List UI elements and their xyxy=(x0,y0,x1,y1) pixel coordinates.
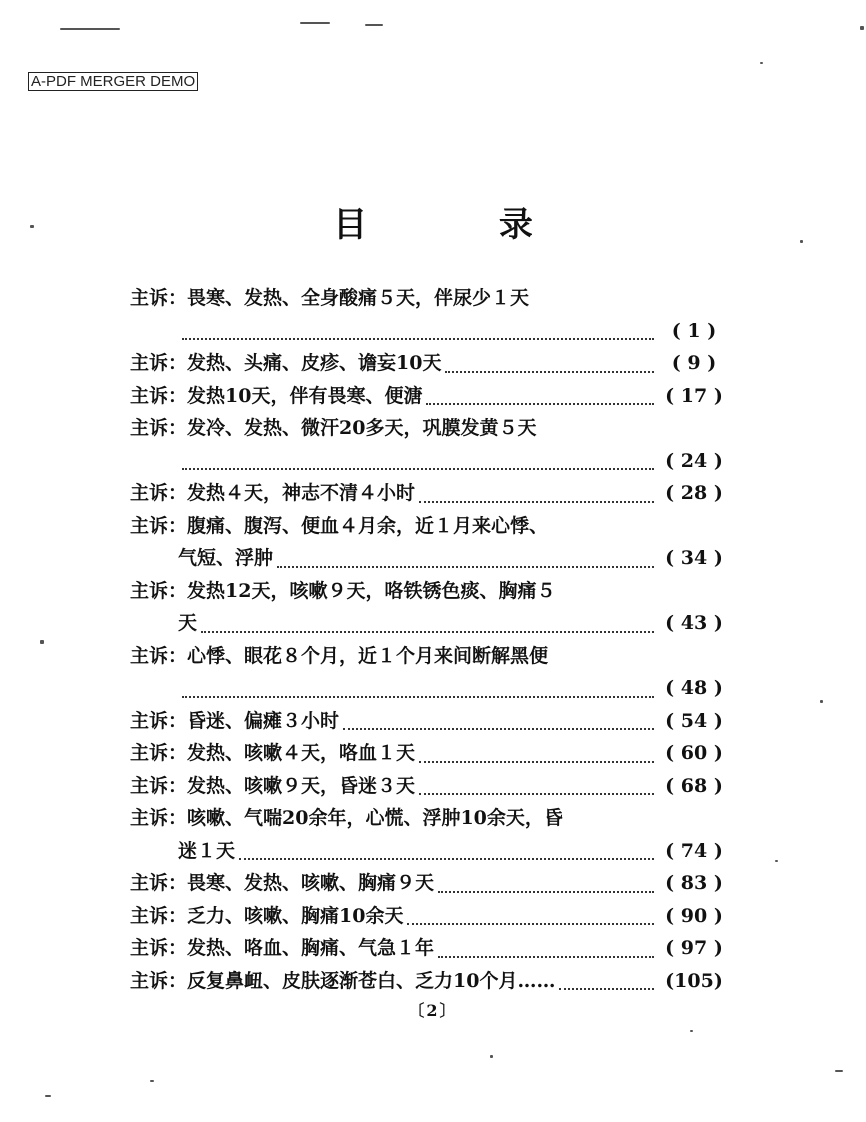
toc-entry-text: 主诉：发热、咳嗽９天，昏迷３天 xyxy=(130,774,416,797)
toc-entry-text: 迷１天 xyxy=(178,839,236,862)
scan-speck xyxy=(40,640,44,644)
toc-entry-text: 主诉：腹痛、腹泻、便血４月余，近１月来心悸、 xyxy=(130,514,549,537)
toc-entry-text: 主诉：发冷、发热、微汗20多天，巩膜发黄５天 xyxy=(130,417,537,439)
toc-entry-first-line[interactable] xyxy=(130,412,730,445)
toc-entry-line[interactable] xyxy=(130,835,730,868)
toc-entry-line[interactable] xyxy=(130,315,730,348)
toc-entry-line[interactable] xyxy=(130,672,730,705)
toc-page-number: ( 90 ) xyxy=(665,904,723,927)
toc-entry-text: 主诉：畏寒、发热、全身酸痛５天，伴尿少１天 xyxy=(130,287,530,309)
toc-entry-text: 天 xyxy=(178,612,198,634)
scan-speck xyxy=(30,225,34,228)
toc-page-number: (105) xyxy=(665,969,723,992)
toc-entry-line[interactable] xyxy=(130,705,730,738)
toc-entry-line[interactable] xyxy=(130,770,730,803)
scan-speck xyxy=(300,22,330,24)
toc-entry-line[interactable] xyxy=(130,737,730,770)
dot-leader xyxy=(438,956,654,958)
toc-entry-first-line[interactable] xyxy=(130,802,730,835)
dot-leader xyxy=(407,923,654,925)
watermark-label: A-PDF MERGER DEMO xyxy=(28,72,198,91)
toc-entry-text: 主诉：咳嗽、气喘20余年，心慌、浮肿10余天，昏 xyxy=(130,807,563,829)
toc-entry-line[interactable] xyxy=(130,380,730,413)
toc-entry-text: 主诉：发热４天，神志不清４小时 xyxy=(130,482,416,504)
toc-entry-text: 主诉：反复鼻衄、皮肤逐渐苍白、乏力10个月…… xyxy=(130,969,556,992)
toc-entry-line[interactable] xyxy=(130,607,730,640)
scan-speck xyxy=(820,700,823,703)
dot-leader xyxy=(182,468,654,470)
dot-leader xyxy=(419,501,654,503)
toc-entry-text: 主诉：乏力、咳嗽、胸痛10余天 xyxy=(130,904,404,927)
dot-leader xyxy=(438,891,654,893)
toc-entry-first-line[interactable] xyxy=(130,510,730,543)
scan-speck xyxy=(690,1030,693,1032)
toc-entry-line[interactable] xyxy=(130,542,730,575)
toc-page-number: ( 83 ) xyxy=(665,872,723,894)
toc-entry-first-line[interactable] xyxy=(130,575,730,608)
toc-page-number: ( 68 ) xyxy=(665,774,723,797)
toc-page-number: ( 54 ) xyxy=(665,709,723,732)
toc-page-number: ( 97 ) xyxy=(665,937,723,959)
toc-page-number: ( 9 ) xyxy=(671,352,717,374)
toc-entry-line[interactable] xyxy=(130,347,730,380)
toc-page-number: ( 24 ) xyxy=(665,449,723,472)
toc-entry-text: 主诉：心悸、眼花８个月，近１个月来间断解黑便 xyxy=(130,644,549,667)
toc-entry-first-line[interactable] xyxy=(130,282,730,315)
dot-leader xyxy=(343,728,654,730)
toc-entry-text: 主诉：畏寒、发热、咳嗽、胸痛９天 xyxy=(130,872,435,894)
dot-leader xyxy=(559,988,654,990)
dot-leader xyxy=(277,566,654,568)
toc-entry-line[interactable] xyxy=(130,477,730,510)
scan-speck xyxy=(760,62,763,64)
scan-speck xyxy=(860,26,864,30)
scan-speck xyxy=(45,1095,51,1097)
scan-speck xyxy=(835,1070,843,1072)
toc-entry-line[interactable] xyxy=(130,900,730,933)
toc-page-number: ( 48 ) xyxy=(665,677,723,699)
dot-leader xyxy=(426,403,654,405)
page-title: 目 录 xyxy=(333,205,593,245)
toc-page-number: ( 34 ) xyxy=(665,547,723,569)
toc-entry-text: 主诉：发热12天，咳嗽９天，咯铁锈色痰、胸痛５ xyxy=(130,579,556,602)
toc-entry-first-line[interactable] xyxy=(130,640,730,673)
toc-page-number: ( 17 ) xyxy=(665,384,723,407)
scan-speck xyxy=(775,860,778,862)
dot-leader xyxy=(239,858,654,860)
scan-speck xyxy=(150,1080,154,1082)
dot-leader xyxy=(419,793,654,795)
dot-leader xyxy=(182,338,654,340)
dot-leader xyxy=(182,696,654,698)
toc-entry-text: 主诉：发热、咯血、胸痛、气急１年 xyxy=(130,937,435,959)
toc-entry-line[interactable] xyxy=(130,932,730,965)
scan-speck xyxy=(800,240,803,243)
toc-page-number: ( 43 ) xyxy=(665,612,723,634)
toc-page-number: ( 1 ) xyxy=(671,319,717,342)
dot-leader xyxy=(445,371,654,373)
toc-entry-text: 主诉：昏迷、偏瘫３小时 xyxy=(130,709,340,732)
page-number-footer: 〔2〕 xyxy=(408,1001,458,1020)
toc-entry-line[interactable] xyxy=(130,867,730,900)
dot-leader xyxy=(419,761,654,763)
toc-entry-text: 主诉：发热、头痛、皮疹、谵妄10天 xyxy=(130,352,442,374)
toc-entry-text: 主诉：发热10天，伴有畏寒、便溏 xyxy=(130,384,423,407)
scan-speck xyxy=(490,1055,493,1058)
dot-leader xyxy=(201,631,654,633)
toc-page-number: ( 28 ) xyxy=(665,482,723,504)
toc-page-number: ( 74 ) xyxy=(665,839,723,862)
toc-entry-line[interactable] xyxy=(130,445,730,478)
toc-page-number: ( 60 ) xyxy=(665,742,723,764)
toc-entry-text: 主诉：发热、咳嗽４天，咯血１天 xyxy=(130,742,416,764)
scan-speck xyxy=(60,28,120,30)
table-of-contents xyxy=(130,282,730,997)
toc-entry-text: 气短、浮肿 xyxy=(178,547,274,569)
scan-speck xyxy=(365,24,383,26)
toc-entry-line[interactable] xyxy=(130,965,730,998)
